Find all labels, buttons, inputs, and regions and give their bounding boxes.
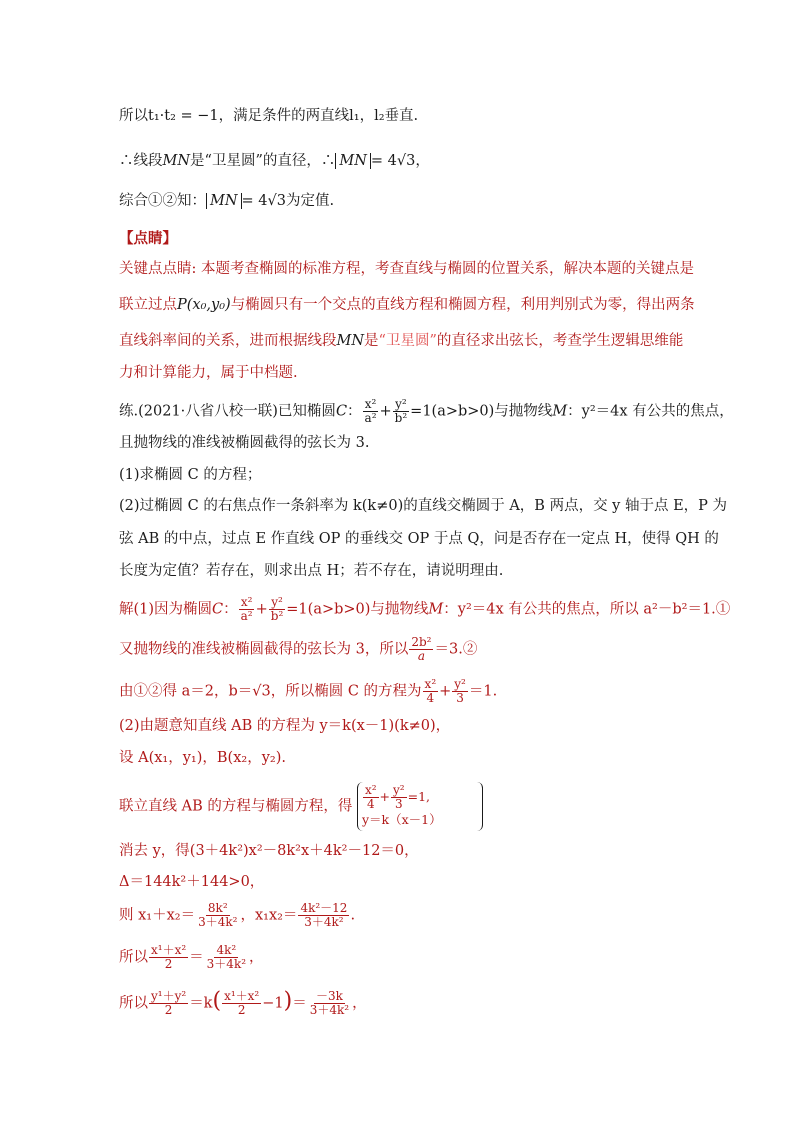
text: ： — [223, 601, 238, 618]
text: ＝1. — [468, 683, 498, 700]
text: ，x₁x₂＝ — [240, 907, 298, 924]
fraction: $\frac{\text{y¹＋y²}}{2}$ — [151, 989, 187, 1017]
text-line — [119, 636, 477, 663]
fraction: $\frac{\text{8k²}}{\text{3＋4k²}}$ — [198, 901, 238, 929]
text: 综合①②知： — [119, 193, 206, 209]
fraction: $\frac{\text{2b²}}{a}$ — [411, 635, 432, 663]
text-line — [119, 782, 483, 831]
text: MN — [336, 333, 365, 349]
text: 联立直线 AB 的方程与椭圆方程，得 — [119, 798, 353, 815]
text: ＝ — [292, 995, 307, 1012]
text: 与椭圆只有一个交点的直线方程和椭圆方程，利用判别式为零，得出两条 — [230, 297, 695, 313]
fraction: $\frac{\text{y²}}{3}$ — [454, 677, 466, 705]
text: ＝3.② — [434, 641, 478, 658]
text-line: 所以 $\frac{\text{y¹＋y²}}{2}$ ＝k( $\frac{\text{x¹＋x²}}{2}$ −1)＝ $\frac{-3k}{\text{3＋4k²}}$ ， — [119, 988, 367, 1017]
equation-system: $\frac{\text{x²}}{4}$ + $\frac{\text{y²}}{3}$ =1, y＝k（x－1） — [357, 782, 483, 831]
text-line — [119, 944, 264, 971]
text: = 4√3为定值. — [241, 193, 335, 209]
text-line: (2)由题意知直线 AB 的方程为 y＝k(x－1)(k≠0)， — [119, 718, 451, 734]
text-line — [119, 150, 430, 172]
text: 则 x₁＋x₂＝ — [119, 907, 196, 924]
text-line: Δ＝144k²＋144>0， — [119, 874, 265, 890]
text: ， — [352, 995, 367, 1012]
text: 所以 — [119, 949, 148, 966]
text: ：y²＝4x 有公共的焦点， — [567, 403, 734, 420]
text-line: 力和计算能力，属于中档题. — [119, 365, 298, 381]
abs-value: MN — [335, 153, 371, 169]
text: = 4√3， — [370, 153, 430, 169]
text: =1(a>b>0)与抛物线 — [286, 601, 429, 618]
fraction: $\frac{-3k}{\text{3＋4k²}}$ — [309, 989, 350, 1017]
text: ： — [347, 403, 362, 420]
text: 是 — [364, 333, 379, 349]
text: 解(1)因为椭圆 — [119, 601, 213, 618]
fraction: $\frac{\text{y²}}{\text{b²}}$ — [394, 397, 408, 425]
text: ， — [249, 949, 264, 966]
text: C — [335, 403, 348, 420]
point-label: P(x₀,y₀) — [177, 297, 231, 313]
fraction: $\frac{\text{x²}}{\text{a²}}$ — [364, 397, 377, 425]
text: 联立过点 — [119, 297, 177, 313]
text: M — [552, 403, 568, 420]
text-line: 所以t₁·t₂ = −1，满足条件的两直线l₁，l₂垂直. — [119, 108, 419, 124]
text: M — [428, 601, 444, 618]
text: + — [379, 403, 392, 420]
text-line — [119, 902, 355, 929]
text-line: 设 A(x₁，y₁)，B(x₂，y₂). — [119, 750, 286, 766]
text-line: 长度为定值？若存在，则求出点 H；若不存在，请说明理由. — [119, 563, 504, 579]
text-line: (1)求椭圆 C 的方程； — [119, 467, 262, 483]
fraction: $\frac{\text{4k²}}{\text{3＋4k²}}$ — [206, 943, 247, 971]
text-line: 关键点点睛: 本题考查椭圆的标准方程，考查直线与椭圆的位置关系，解决本题的关键点是 — [119, 261, 694, 277]
text: MN — [162, 153, 191, 169]
text: ＝k — [189, 995, 213, 1012]
text: + — [439, 683, 452, 700]
text-line — [119, 678, 497, 705]
text: ＝ — [189, 949, 204, 966]
text-line: 且抛物线的准线被椭圆截得的弦长为 3. — [119, 435, 370, 451]
text: 由①②得 a＝2，b＝√3，所以椭圆 C 的方程为 — [119, 683, 422, 700]
text: 的直径求出弦长，考查学生逻辑思维能 — [436, 333, 684, 349]
text: C — [212, 601, 224, 618]
text-line — [119, 294, 695, 316]
fraction: $\frac{\text{x²}}{\text{a²}}$ — [240, 595, 253, 623]
fraction: $\frac{\text{y²}}{\text{b²}}$ — [270, 595, 284, 623]
text: . — [350, 907, 356, 924]
section-heading: 【点睛】 — [119, 230, 177, 247]
text: ：y²＝4x 有公共的焦点，所以 a²－b²＝1.① — [443, 601, 731, 618]
text: “卫星圆” — [378, 333, 437, 349]
text: 所以 — [119, 995, 148, 1012]
text: 又抛物线的准线被椭圆截得的弦长为 3，所以 — [119, 641, 409, 658]
fraction: $\frac{\text{x¹＋x²}}{2}$ — [151, 943, 187, 971]
text: 是“卫星圆”的直径，∴ — [190, 153, 336, 169]
text: =1(a>b>0)与抛物线 — [410, 403, 553, 420]
fraction: $\frac{\text{4k²－12}}{\text{3＋4k²}}$ — [300, 901, 348, 929]
text-line — [119, 596, 730, 623]
fraction: $\frac{\text{x²}}{4}$ — [424, 677, 437, 705]
text: ∴线段 — [119, 153, 163, 169]
text-line: (2)过椭圆 C 的右焦点作一条斜率为 k(k≠0)的直线交椭圆于 A，B 两点，交 y 轴于点 E，P 为 — [119, 498, 728, 514]
text-line: 消去 y，得(3＋4k²)x²－8k²x＋4k²－12＝0， — [119, 843, 419, 859]
fraction: $\frac{\text{x¹＋x²}}{2}$ — [224, 989, 260, 1017]
text-line — [119, 330, 683, 352]
abs-value: MN — [206, 193, 242, 209]
text-line — [119, 190, 334, 212]
text: 练.(2021·八省八校一联)已知椭圆 — [119, 403, 336, 420]
text-line: 弦 AB 的中点，过点 E 作直线 OP 的垂线交 OP 于点 Q，问是否存在一定点 H，使得 QH 的 — [119, 531, 719, 547]
text: + — [255, 601, 268, 618]
text: 直线斜率间的关系，进而根据线段 — [119, 333, 337, 349]
text-line — [119, 398, 734, 425]
